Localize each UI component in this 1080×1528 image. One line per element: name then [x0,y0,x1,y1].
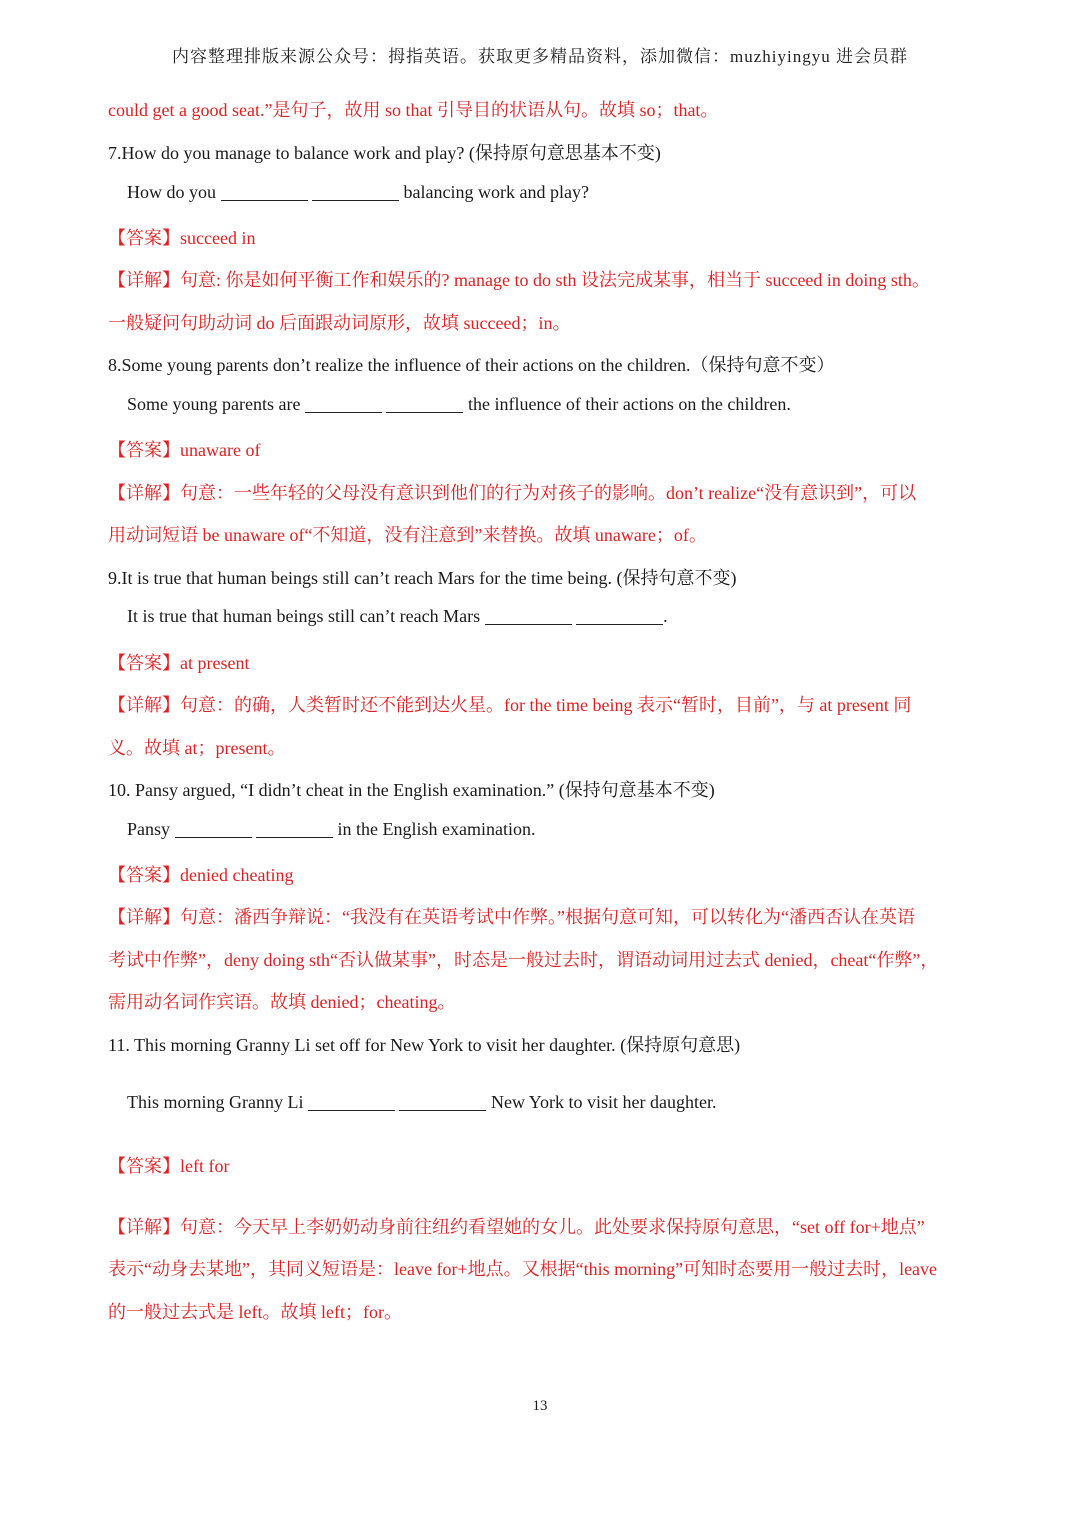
explanation-8b: 用动词短语 be unaware of“不知道，没有注意到”来替换。故填 unaware；of。 [108,525,707,545]
sentence-prefix: This morning Granny Li [127,1092,308,1112]
sentence-suffix: in the English examination. [333,819,536,839]
answer-blank[interactable] [386,394,463,413]
question-8: 8.Some young parents don’t realize the influence of their actions on the children.（保持句意不变） [108,355,835,375]
question-11-sentence [127,1092,997,1113]
sentence-prefix: Pansy [127,819,175,839]
answer-blank[interactable] [305,394,382,413]
answer-9: 【答案】at present [108,653,250,673]
question-7: 7.How do you manage to balance work and play? (保持原句意思基本不变) [108,143,661,163]
sentence-suffix: New York to visit her daughter. [486,1092,717,1112]
sentence-suffix: the influence of their actions on the children. [463,394,791,414]
page-number: 13 [532,1398,548,1414]
answer-8: 【答案】unaware of [108,440,261,460]
question-8-sentence [127,394,997,415]
explanation-9b: 义。故填 at；present。 [108,738,286,758]
answer-10: 【答案】denied cheating [108,865,294,885]
sentence-prefix: How do you [127,182,221,202]
explanation-7a: 【详解】句意: 你是如何平衡工作和娱乐的? manage to do sth 设法完成某事，相当于 succeed in doing sth。 [108,270,930,290]
explanation-9a: 【详解】句意：的确，人类暂时还不能到达火星。for the time being 表示“暂时，目前”，与 at present 同 [108,695,912,715]
answer-blank[interactable] [221,182,308,201]
question-11: 11. This morning Granny Li set off for New York to visit her daughter. (保持原句意思) [108,1035,741,1055]
answer-11: 【答案】left for [108,1156,230,1176]
answer-blank[interactable] [485,606,572,625]
explanation-8a: 【详解】句意：一些年轻的父母没有意识到他们的行为对孩子的影响。don’t realize“没有意识到”，可以 [108,483,917,503]
explanation-11b: 表示“动身去某地”，其同义短语是：leave for+地点。又根据“this morning”可知时态要用一般过去时，leave [108,1259,938,1279]
explanation-10b: 考试中作弊”，deny doing sth“否认做某事”，时态是一般过去时，谓语动词用过去式 denied，cheat“作弊”， [108,950,939,970]
explanation-7b: 一般疑问句助动词 do 后面跟动词原形，故填 succeed；in。 [108,313,571,333]
answer-blank[interactable] [175,819,252,838]
question-7-sentence [127,182,997,203]
answer-blank[interactable] [312,182,399,201]
question-10: 10. Pansy argued, “I didn’t cheat in the English examination.” (保持句意基本不变) [108,780,715,800]
answer-blank[interactable] [576,606,663,625]
answer-blank[interactable] [308,1092,395,1111]
sentence-prefix: Some young parents are [127,394,305,414]
explanation-10c: 需用动名词作宾语。故填 denied；cheating。 [108,992,456,1012]
explanation-10a: 【详解】句意：潘西争辩说：“我没有在英语考试中作弊。”根据句意可知，可以转化为“潘西否认在英语 [108,907,915,927]
page-header: 内容整理排版来源公众号：拇指英语。获取更多精品资料，添加微信：muzhiyingyu 进会员群 [172,47,908,66]
explanation-11c: 的一般过去式是 left。故填 left；for。 [108,1302,402,1322]
sentence-suffix: balancing work and play? [399,182,589,202]
question-9: 9.It is true that human beings still can’t reach Mars for the time being. (保持句意不变) [108,568,737,588]
answer-blank[interactable] [256,819,333,838]
line-l1: could get a good seat.”是句子，故用 so that 引导目的状语从句。故填 so；that。 [108,100,719,120]
sentence-prefix: It is true that human beings still can’t reach Mars [127,606,485,626]
answer-7: 【答案】succeed in [108,228,256,248]
answer-blank[interactable] [399,1092,486,1111]
question-10-sentence [127,819,997,840]
sentence-suffix: . [663,606,668,626]
explanation-11a: 【详解】句意：今天早上李奶奶动身前往纽约看望她的女儿。此处要求保持原句意思，“set off for+地点” [108,1217,925,1237]
question-9-sentence [127,606,997,627]
